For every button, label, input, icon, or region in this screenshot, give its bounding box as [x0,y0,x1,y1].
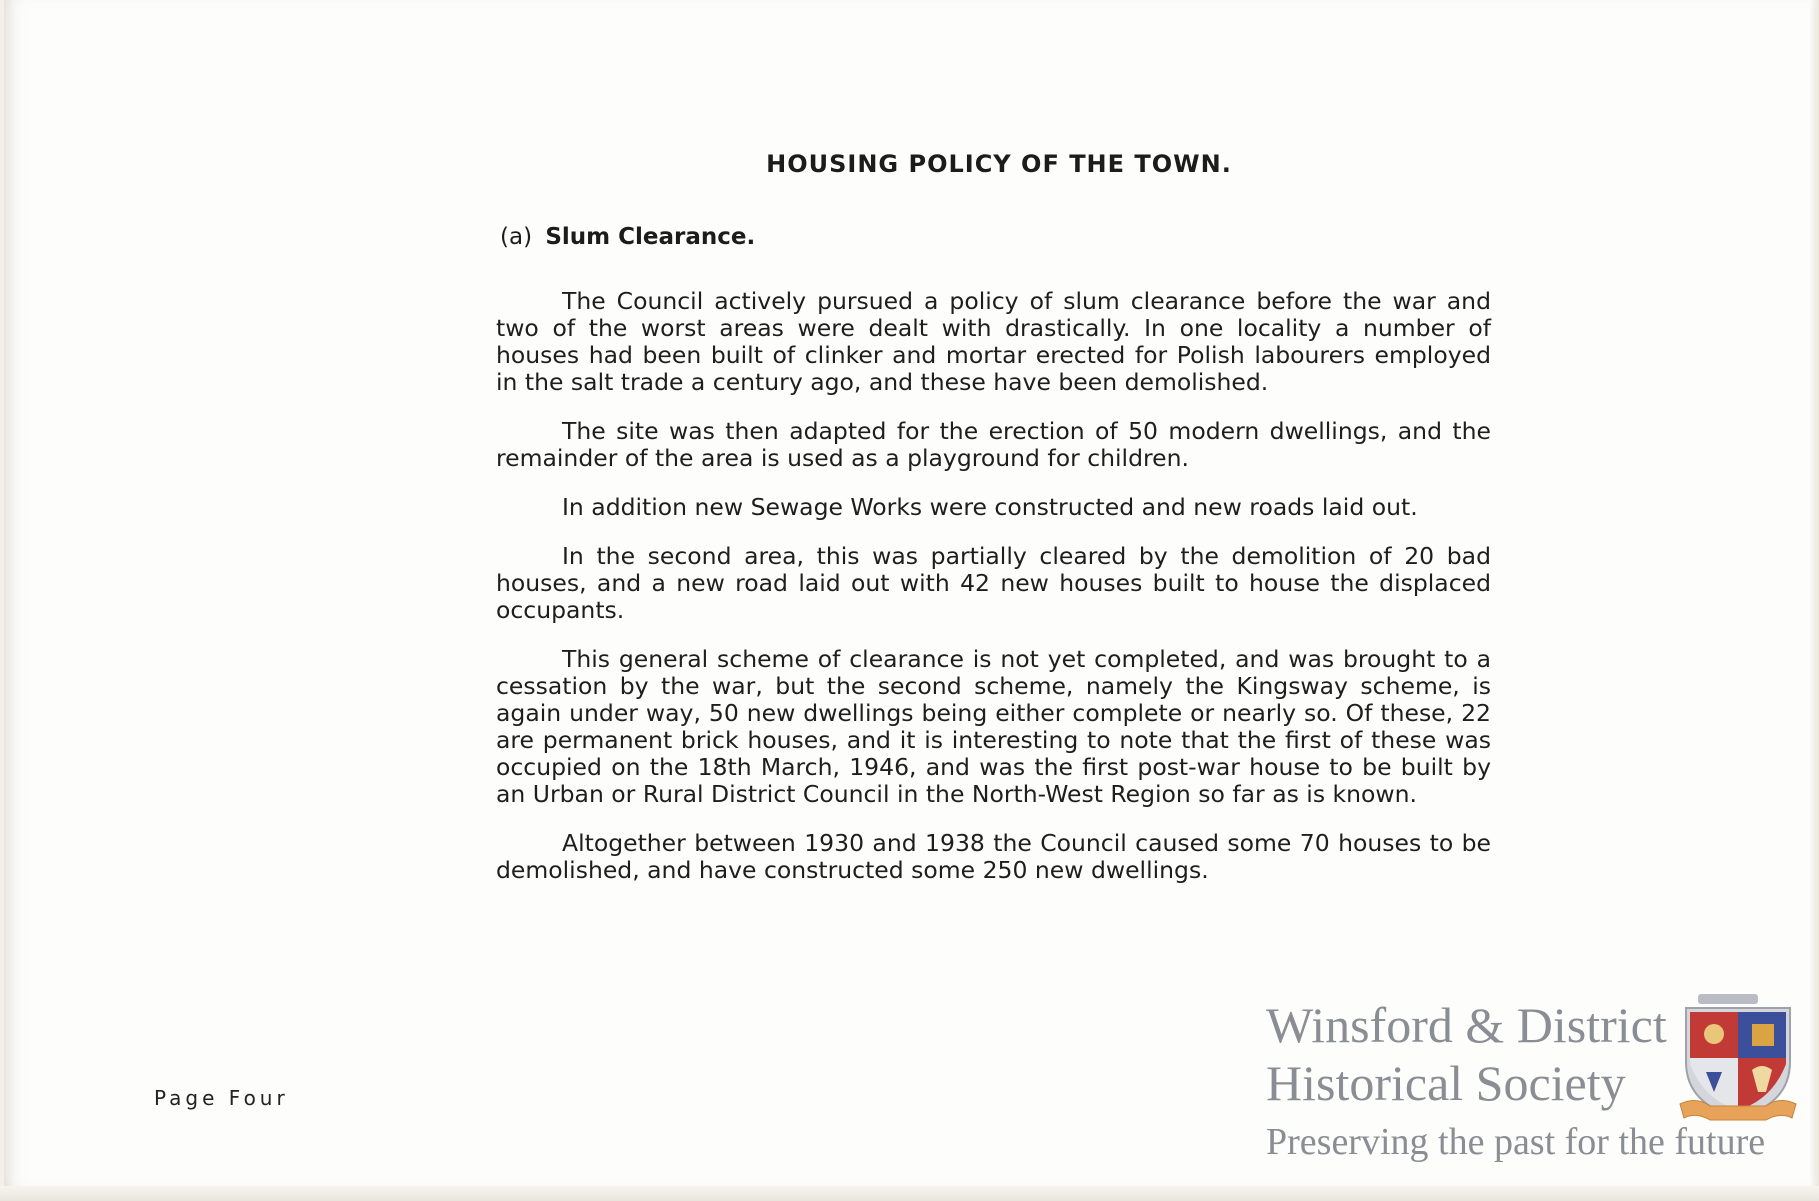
page-title: HOUSING POLICY OF THE TOWN. [766,150,1232,178]
paragraph: In addition new Sewage Works were constructed and new roads laid out. [562,493,1418,521]
section-label: (a) [500,224,533,250]
watermark-line-2: Historical Society [1266,1055,1626,1111]
paragraph: This general scheme of clearance is not yet completed, and was brought to a cessation by the war, but the second scheme, namely the Kingsway scheme, is again under way, 50 new dwellings being either complete or nearly so. Of these, 22 are permanent brick houses, and it is interesting to note that the first of these was occupied on the 18th March, 1946, and was the first post-war house to be built by an Urban or Rural District Council in the North-West Region so far as is known. [496,645,1491,808]
paragraph: The Council actively pursued a policy of slum clearance before the war and two of the worst areas were dealt with drastically. In one locality a number of houses had been built of clinker and mortar erected for Polish labourers employed in the salt trade a century ago, and these have been demolished. [496,287,1491,396]
document-page [4,0,1810,1186]
crest-helm-icon [1698,994,1758,1004]
watermark-line-1: Winsford & District [1266,997,1667,1053]
society-watermark [1266,992,1806,1172]
crest-charge-icon [1704,1024,1724,1044]
society-crest-icon [1676,992,1800,1128]
crest-charge-icon [1752,1024,1774,1046]
section-title: Slum Clearance. [545,224,756,250]
paragraph: Altogether between 1930 and 1938 the Council caused some 70 houses to be demolished, and have constructed some 250 new dwellings. [496,829,1491,884]
page-number-label: Page Four [154,1086,289,1110]
body-text [496,288,1491,906]
watermark-tagline: Preserving the past for the future [1266,1121,1766,1163]
paragraph: The site was then adapted for the erection of 50 modern dwellings, and the remainder of the area is used as a playground for children. [496,417,1491,472]
paragraph: In the second area, this was partially cleared by the demolition of 20 bad houses, and a new road laid out with 42 new houses built to house the displaced occupants. [496,542,1491,624]
page-edge [0,1186,1819,1201]
page-edge [1810,0,1819,1201]
section-heading [500,224,755,250]
